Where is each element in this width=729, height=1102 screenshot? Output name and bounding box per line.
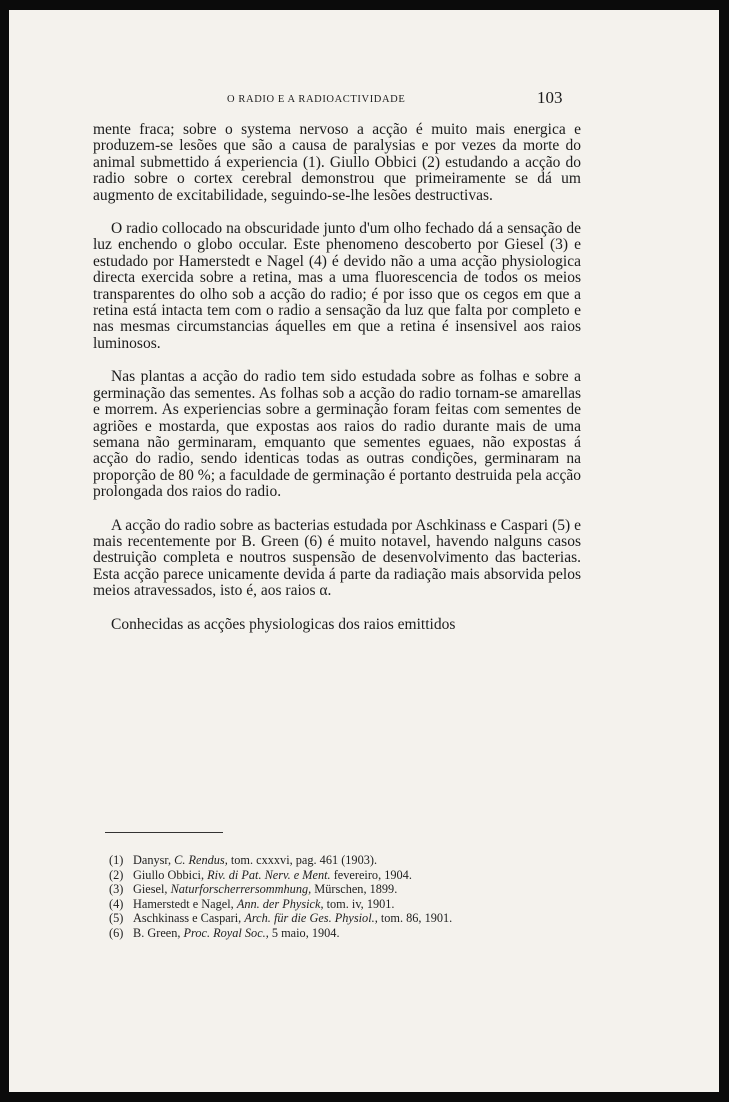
page-number: 103	[537, 88, 563, 107]
body-text	[93, 122, 581, 633]
paragraph-closing: Conhecidas as acções physiologicas dos raios emittidos	[111, 615, 456, 633]
paragraph-plants: Nas plantas a acção do radio tem sido estudada sobre as folhas e sobre a germinação das sementes. As folhas sob a acção do radio tornam-se amarellas e morrem. As experiencias sobre a germinação foram feitas com sementes de agriões e mostarda, que expostas aos raios do radio durante mais de uma semana não germinaram, emquanto que sementes eguaes, não expostas á acção do radio, sendo identicas todas as outras condições, germinaram na proporção de 80 %; a faculdade de germinação é portanto destruida pela acção prolongada dos raios do radio.	[93, 368, 581, 501]
book-page	[9, 10, 719, 1092]
footnote: (6) B. Green, Proc. Royal Soc., 5 maio, 1904.	[109, 925, 340, 940]
paragraph-continuation: mente fraca; sobre o systema nervoso a acção é muito mais energica e produzem-se lesões que são a causa de paralysias e por vezes da morte do animal submettido á experiencia (1). Giullo Obbici (2) estudando a acção do radio sobre o cortex cerebral demonstrou que primeiramente se dá um augmento de excitabilidade, seguindo-se-lhe lesões destructivas.	[93, 121, 581, 204]
footnote: (2) Giullo Obbici, Riv. di Pat. Nerv. e Ment. fevereiro, 1904.	[109, 867, 412, 882]
footnote-divider	[105, 832, 223, 833]
paragraph-eye-effects: O radio collocado na obscuridade junto d'um olho fechado dá a sensação de luz enchendo o globo occular. Este phenomeno descoberto por Giesel (3) e estudado por Hamerstedt e Nagel (4) é devido não a uma acção physiologica directa exercida sobre a retina, mas a uma fluorescencia de todos os meios transparentes do olho sob a acção do radio; é por isso que os cegos em que a retina está intacta tem com o radio a sensação da luz que falta por completo e nas mesmas circumstancias áquelles em que a retina é insensivel aos raios luminosos.	[93, 220, 581, 352]
running-title: O RADIO E A RADIOACTIVIDADE	[227, 94, 406, 105]
footnote: (4) Hamerstedt e Nagel, Ann. der Physick, tom. iv, 1901.	[109, 896, 395, 911]
page-header	[9, 80, 719, 110]
footnotes-list	[109, 853, 579, 941]
footnote: (5) Aschkinass e Caspari, Arch. für die Ges. Physiol., tom. 86, 1901.	[109, 911, 453, 926]
paragraph-bacteria: A acção do radio sobre as bacterias estudada por Aschkinass e Caspari (5) e mais recentemente por B. Green (6) é muito notavel, havendo nalguns casos destruição completa e noutros suspensão de desenvolvimento das bacterias. Esta acção parece unicamente devida á parte da radiação mais absorvida pelos meios atravessados, isto é, aos raios α.	[93, 516, 581, 600]
footnote: (1) Danysr, C. Rendus, tom. cxxxvi, pag. 461 (1903).	[109, 853, 378, 867]
footnote: (3) Giesel, Naturforscherrersommhung, Mürschen, 1899.	[109, 882, 398, 897]
